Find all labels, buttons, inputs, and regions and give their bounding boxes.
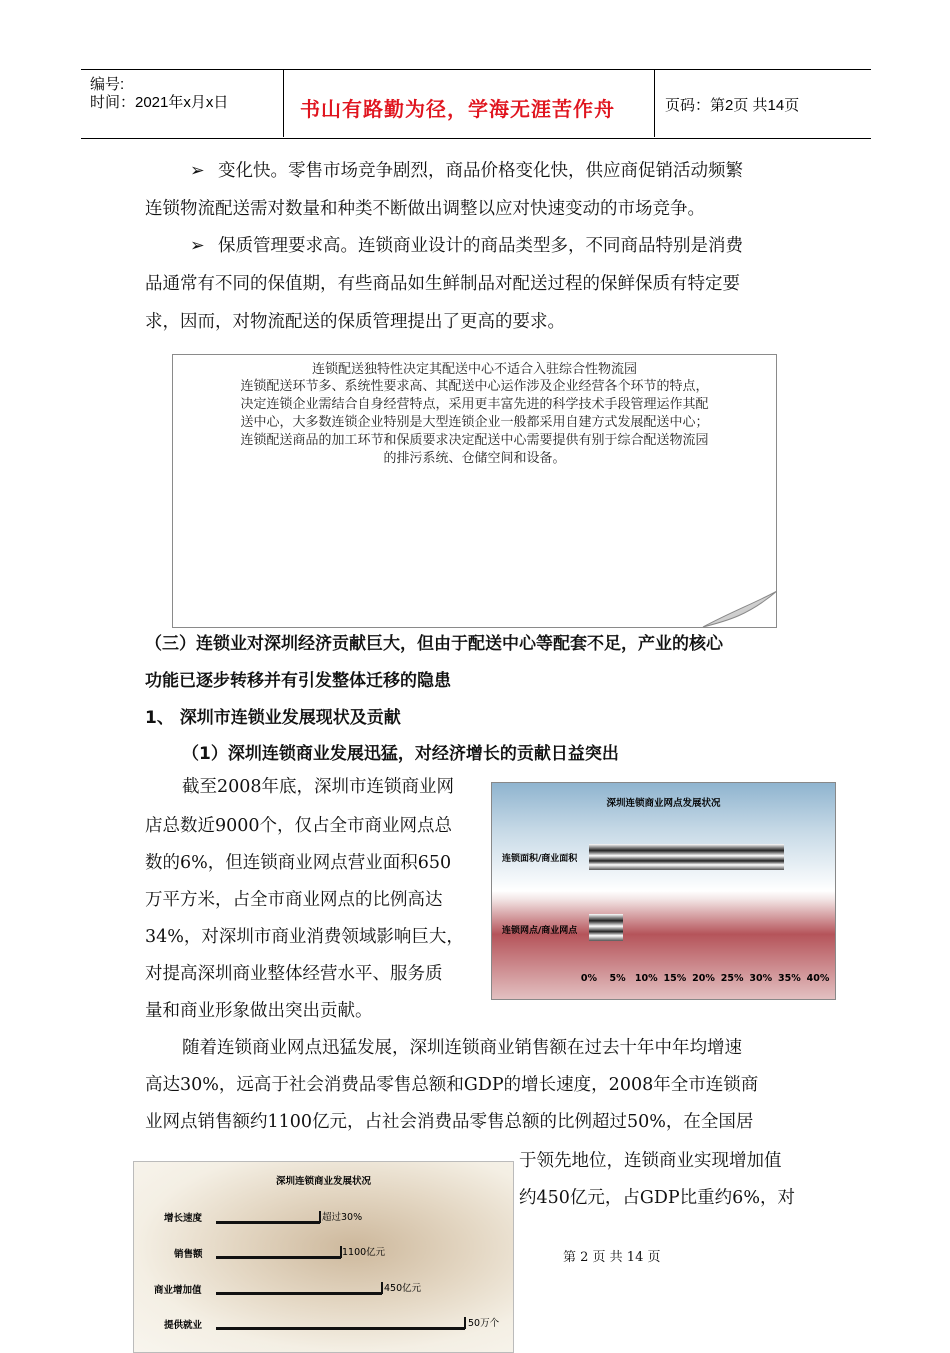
page-footer: 第 2 页 共 14 页: [563, 1250, 661, 1265]
page-curl-icon: [693, 591, 777, 628]
note-line: 送中心，大多数连锁企业特别是大型连锁企业一般都采用自建方式发展配送中心；: [240, 415, 709, 430]
paragraph-line: 截至2008年底，深圳市连锁商业网: [182, 777, 455, 797]
chart-tick-label: 35%: [778, 973, 801, 984]
chart-title: 深圳连锁商业网点发展状况: [606, 798, 721, 809]
chart-category-label: 销售额: [174, 1249, 203, 1260]
chart-chain-development: [133, 1161, 514, 1353]
paragraph-line: 保质管理要求高。连锁商业设计的商品类型多，不同商品特别是消费: [218, 236, 743, 256]
paragraph-line: 连锁物流配送需对数量和种类不断做出调整以应对快速变动的市场竞争。: [145, 199, 705, 219]
header-code-label: 编号:: [90, 76, 125, 93]
chart-tick-label: 30%: [749, 973, 773, 984]
paragraph-line: 量和商业形象做出突出贡献。: [145, 1001, 373, 1021]
chart-value-label: 超过30%: [322, 1212, 363, 1223]
paragraph-line: 数的6%，但连锁商业网点营业面积650: [145, 853, 452, 873]
header-page-label: 页码：第2页 共14页: [665, 97, 800, 114]
chart-tick-label: 5%: [609, 973, 626, 984]
paragraph-line: 业网点销售额约1100亿元，占社会消费品零售总额的比例超过50%，在全国居: [145, 1112, 754, 1132]
paragraph-line: 万平方米，占全市商业网点的比例高达: [145, 890, 443, 910]
paragraph-line: 随着连锁商业网点迅猛发展，深圳连锁商业销售额在过去十年中年均增速: [182, 1038, 742, 1058]
chart-bar-cap: [464, 1317, 466, 1329]
paragraph-line: 求，因而，对物流配送的保质管理提出了更高的要求。: [145, 312, 565, 332]
header-motto: 书山有路勤为径，学海无涯苦作舟: [300, 97, 615, 121]
subsection-heading: （1）深圳连锁商业发展迅猛，对经济增长的贡献日益突出: [182, 744, 619, 764]
header-time-label: 时间：2021年x月x日: [90, 94, 229, 111]
note-line: 的排污系统、仓储空间和设备。: [383, 451, 566, 466]
paragraph-line: 店总数近9000个，仅占全市商业网点总: [145, 816, 453, 836]
chart-tick-label: 40%: [806, 973, 830, 984]
chart-tick-label: 20%: [692, 973, 715, 984]
chart-bar: [216, 1256, 341, 1259]
chart-network-status: [491, 782, 836, 1000]
chart-tick-label: 15%: [663, 973, 687, 984]
note-line: 连锁配送商品的加工环节和保质要求决定配送中心需要提供有别于综合配送物流园: [240, 433, 709, 448]
chart-category-label: 商业增加值: [154, 1285, 202, 1296]
header-divider: [654, 69, 655, 137]
chart-bar: [216, 1327, 465, 1330]
chart-bar: [216, 1292, 382, 1295]
chart-category-label: 提供就业: [164, 1320, 203, 1331]
chart-value-label: 50万个: [468, 1318, 500, 1329]
chart-tick-label: 25%: [720, 973, 744, 984]
paragraph-line: 对提高深圳商业整体经营水平、服务质: [145, 964, 443, 984]
chart-tick-label: 10%: [634, 973, 658, 984]
note-line: 连锁配送环节多、系统性要求高、其配送中心运作涉及企业经营各个环节的特点，: [240, 379, 709, 394]
paragraph-line: 于领先地位，连锁商业实现增加值: [519, 1151, 782, 1171]
paragraph-line: 约450亿元，占GDP比重约6%，对: [519, 1188, 795, 1208]
chart-category-label: 连锁面积/商业面积: [502, 854, 578, 864]
bullet-icon: ➢: [190, 236, 205, 256]
paragraph-line: 34%，对深圳市商业消费领域影响巨大，: [145, 927, 464, 947]
paragraph-line: 品通常有不同的保值期，有些商品如生鲜制品对配送过程的保鲜保质有特定要: [145, 274, 740, 294]
chart-title: 深圳连锁商业发展状况: [275, 1176, 371, 1187]
bullet-icon: ➢: [190, 161, 205, 181]
chart-value-label: 450亿元: [384, 1283, 422, 1294]
header-divider: [283, 69, 284, 137]
note-box: [172, 354, 777, 628]
subsection-heading: 1、 深圳市连锁业发展现状及贡献: [145, 708, 401, 728]
paragraph-line: 高达30%，远高于社会消费品零售总额和GDP的增长速度，2008年全市连锁商: [145, 1075, 759, 1095]
note-line: 连锁配送独特性决定其配送中心不适合入驻综合性物流园: [311, 362, 637, 377]
chart-bar: [589, 844, 784, 870]
chart-bar-cap: [381, 1282, 383, 1294]
paragraph-line: 变化快。零售市场竞争剧烈，商品价格变化快，供应商促销活动频繁: [218, 161, 743, 181]
section-heading: 功能已逐步转移并有引发整体迁移的隐患: [145, 671, 451, 691]
chart-value-label: 1100亿元: [342, 1247, 386, 1258]
section-heading: （三）连锁业对深圳经济贡献巨大，但由于配送中心等配套不足，产业的核心: [145, 634, 723, 654]
chart-bar: [589, 914, 623, 941]
chart-category-label: 增长速度: [164, 1213, 203, 1224]
chart-bar: [216, 1221, 320, 1224]
note-line: 决定连锁企业需结合自身经营特点，采用更丰富先进的科学技术手段管理运作其配: [240, 397, 709, 412]
chart-category-label: 连锁网点/商业网点: [502, 926, 578, 936]
chart-bar-cap: [319, 1211, 321, 1223]
chart-tick-label: 0%: [580, 973, 598, 984]
